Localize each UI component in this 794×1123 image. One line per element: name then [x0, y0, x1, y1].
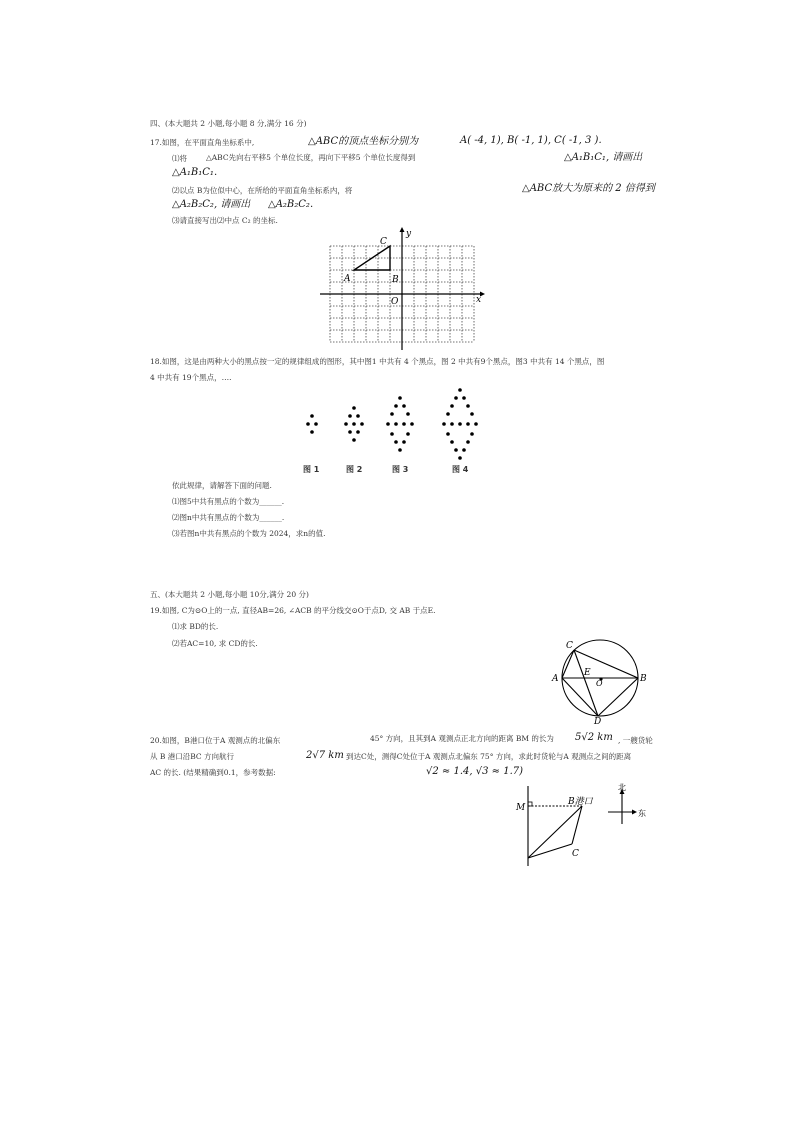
label-c: C: [380, 237, 387, 247]
q20-line2-c: 到达C处，测得C处位于A 观测点北偏东 75° 方向，求此时货轮与A 观测点之间的距离: [346, 752, 632, 761]
q18-caption-1: 图 1: [303, 465, 320, 474]
label-y: y: [406, 229, 412, 239]
q17-stem: 17.如图，在平面直角坐标系中,: [150, 138, 255, 147]
q17-part1-b: △ABC先向右平移5 个单位长度，再向下平移5 个单位长度得到: [206, 153, 416, 162]
q17-part1-d: △A₁B₁C₁.: [172, 167, 218, 178]
label-c: C: [572, 849, 579, 859]
label-a: A: [552, 674, 559, 684]
label-m: M: [516, 803, 526, 813]
section5-heading: 五、(本大题共 2 小题,每小题 10分,满分 20 分): [150, 590, 309, 599]
label-c: C: [566, 641, 573, 651]
q18-caption-4: 图 4: [452, 465, 469, 474]
label-a: A: [344, 274, 351, 284]
q20-line3-a: AC 的长. (结果精确到0.1，参考数据:: [150, 768, 276, 777]
q18-part2: ⑵图n中共有黑点的个数为______.: [172, 513, 285, 522]
q20-line3-b: √2 ≈ 1.4, √3 ≈ 1.7): [426, 766, 524, 777]
q17-part2-d: △A₂B₂C₂.: [268, 199, 314, 210]
q18-part3: ⑶若图n中共有黑点的个数为 2024，求n的值.: [172, 529, 326, 538]
q18-part1: ⑴图5中共有黑点的个数为______.: [172, 497, 285, 506]
label-north: 北: [618, 783, 626, 792]
q20-line1-a: 20.如图，B港口位于A 观测点的北偏东: [150, 736, 281, 745]
q17-part2-a: ⑵以点 B为位似中心，在所给的平面直角坐标系内，将: [172, 186, 353, 195]
q20-line2-a: 从 B 港口沿BC 方向航行: [150, 752, 235, 761]
q18-dot-patterns: [296, 384, 492, 466]
q19-circle-figure: [548, 634, 660, 726]
q17-part1-c: △A₁B₁C₁, 请画出: [564, 152, 643, 163]
q19-part1: ⑴求 BD的长.: [172, 622, 219, 631]
label-d: D: [594, 717, 602, 726]
q17-part3: ⑶请直接写出⑵中点 C₂ 的坐标.: [172, 216, 278, 225]
compass-icon: [608, 789, 637, 824]
q19-part2: ⑵若AC=10, 求 CD的长.: [172, 639, 258, 648]
q20-line2-b: 2√7 km: [306, 750, 344, 761]
q17-part2-c: △A₂B₂C₂, 请画出: [172, 199, 251, 210]
q17-coordinate-figure: [316, 226, 488, 352]
label-b: B: [640, 674, 647, 684]
label-o: O: [391, 297, 399, 307]
label-e: E: [584, 668, 591, 678]
q18-caption-3: 图 3: [392, 465, 409, 474]
label-x: x: [476, 295, 482, 305]
q20-line1-b: 45° 方向，且其到A 观测点正北方向的距离 BM 的长为: [370, 734, 554, 743]
q17-part2-b: △ABC放大为原来的 2 倍得到: [522, 183, 655, 194]
q20-navigation-figure: [510, 780, 656, 870]
label-o: O: [596, 679, 603, 688]
q18-caption-2: 图 2: [346, 465, 363, 474]
q19-stem: 19.如图, C为⊙O上的一点, 直径AB=26, ∠ACB 的平分线交⊙O于点D, 交 AB 于点E.: [150, 606, 436, 615]
section4-heading: 四、(本大题共 2 小题,每小题 8 分,满分 16 分): [150, 119, 307, 128]
label-b: B: [392, 275, 399, 285]
q20-line1-c: 5√2 km: [575, 732, 613, 743]
label-b: B港口: [568, 797, 593, 807]
q18-stem-line1: 18.如图，这是由两种大小的黑点按一定的规律组成的图形，其中图1 中共有 4 个黑点，图 2 中共有9个黑点，图3 中共有 14 个黑点，图: [150, 357, 605, 366]
q17-stem-math1: △ABC的顶点坐标分别为: [308, 136, 419, 147]
label-east: 东: [638, 809, 646, 818]
q17-stem-math2: A( -4, 1), B( -1, 1), C( -1, 3 ).: [460, 135, 602, 146]
q18-prompt: 依此规律，请解答下面的问题.: [172, 481, 272, 490]
q17-part1-a: ⑴将: [172, 154, 187, 163]
q18-stem-line2: 4 中共有 19个黑点，….: [150, 373, 232, 382]
q20-line1-d: , 一艘货轮: [618, 736, 653, 745]
